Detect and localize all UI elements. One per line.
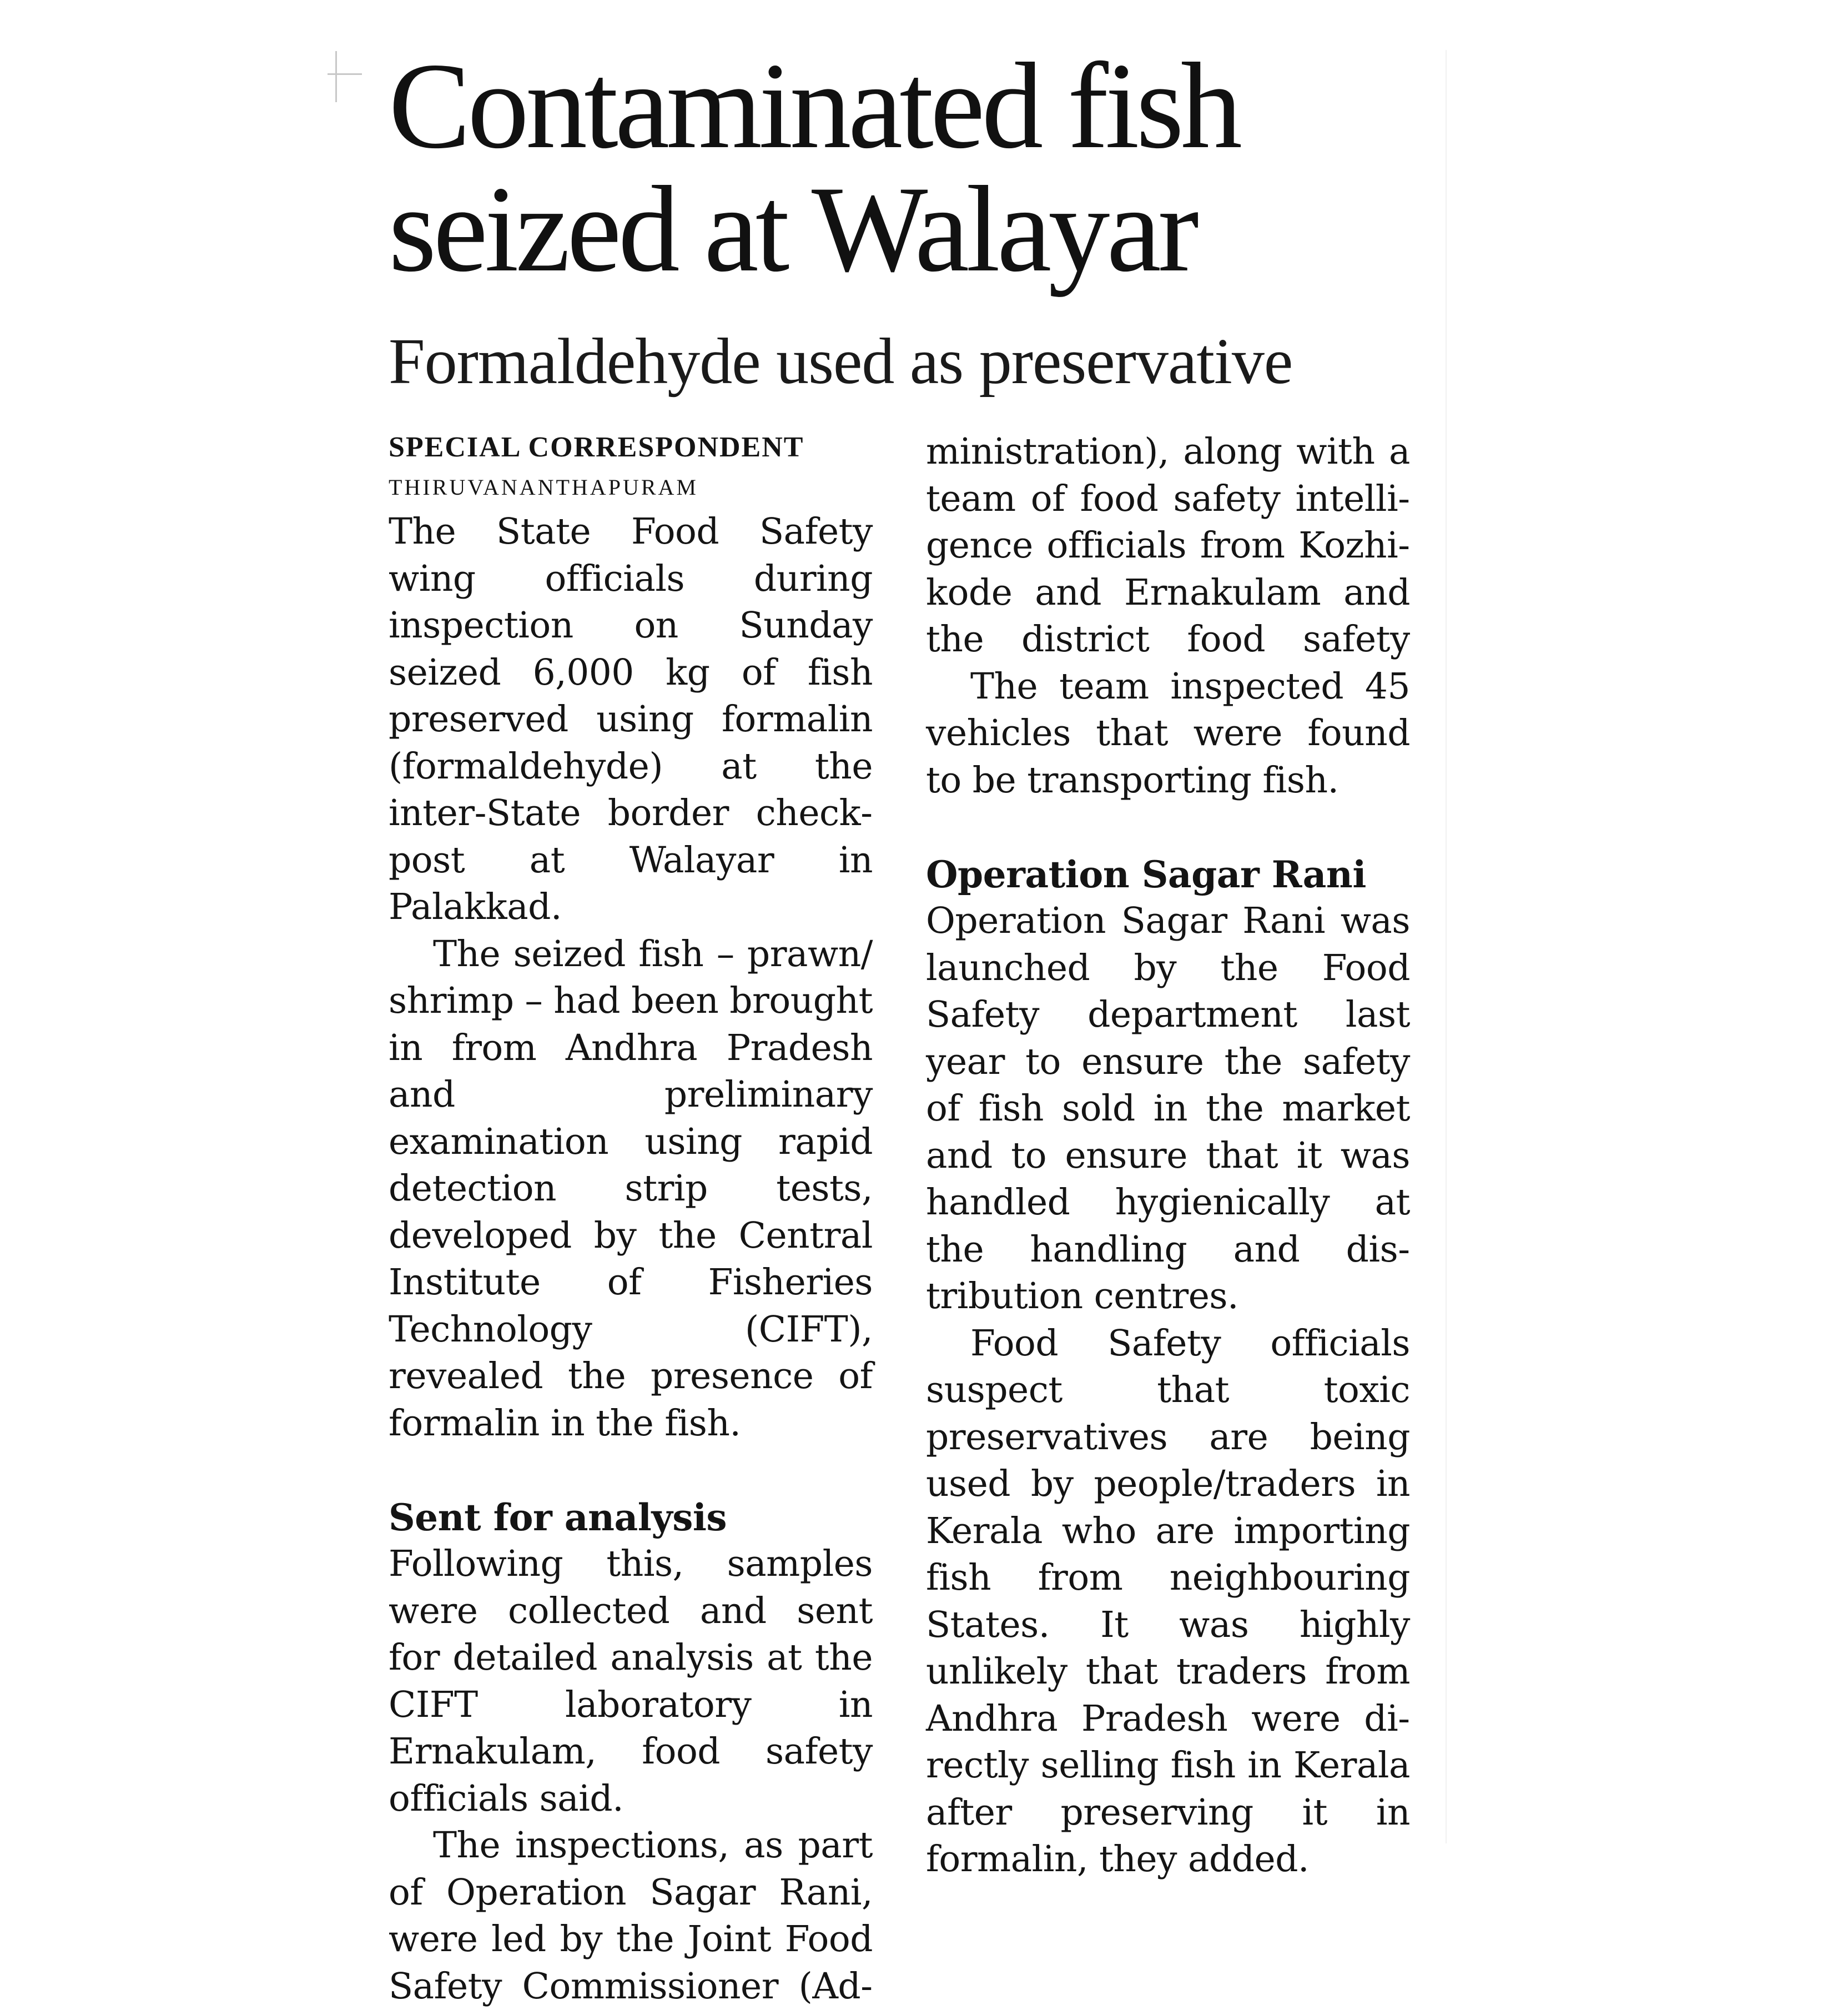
crop-mark-vertical: [335, 51, 337, 102]
crosshead-operation-sagar-rani: Operation Sagar Rani: [926, 852, 1366, 896]
byline: SPECIAL CORRESPONDENT: [389, 431, 804, 463]
paragraph: The seized fish – prawn/​shrimp – had been brought in from Andhra Pradesh and preliminary examination using rapid detection strip tests, developed by the Central Institute of Fisheries Technology (CIFT), revealed the presence of formalin in the fish.: [389, 933, 873, 1444]
paragraph-continued: The inspections, as part of Operation Sagar Rani, were led by the Joint Food Safety Commissioner (Ad: [389, 1825, 873, 2007]
paragraph-continuation-text: inistration), along with a team of food safety intelligence officials from Kozhikode and Ernakulam and the district food safety: [926, 431, 1410, 660]
headline-line-1: Contaminated fish: [389, 38, 1239, 174]
dateline: THIRUVANANTHAPURAM: [389, 475, 698, 500]
column-right: [926, 429, 1410, 1883]
paragraph: Following this, samples were collected and sent for detailed analysis at the CIFT laboratory in Ernakulam, food safety officials said.: [389, 1543, 873, 1820]
paragraph: Operation Sagar Rani was launched by the Food Safety department last year to ensure the safety of fish sold in the market and to ensure that it was handled hygienically at the handling and distribution centres.: [926, 900, 1410, 1317]
column-left: [389, 429, 873, 2010]
paragraph-continuation: [926, 429, 1410, 664]
paragraph: Food Safety officials suspect that toxic preservatives are being used by people/​traders in Kerala who are importing fish from neighbouring States. It was highly unlikely that traders from Andhra Pradesh were directly selling fish in Kerala after preserving it in formalin, they added.: [926, 1322, 1410, 1880]
paragraph: The team inspected 45 vehicles that were found to be transporting fish.: [926, 665, 1410, 801]
subheadline: Formaldehyde used as preservative: [389, 325, 1293, 398]
headline: [389, 38, 1410, 298]
column-rule: [1446, 50, 1447, 1843]
headline-line-2: seized at Walayar: [389, 161, 1196, 298]
crop-mark: [328, 51, 362, 102]
crosshead-sent-for-analysis: Sent for analysis: [389, 1495, 727, 1539]
article-header: [389, 38, 1410, 398]
paragraph: The State Food Safety wing officials during inspection on Sunday seized 6,000 kg of fish preserved using formalin (formaldehyde) at the inter-State border checkpost at Walayar in Palakkad.: [389, 511, 873, 928]
crop-mark-horizontal: [328, 73, 362, 75]
